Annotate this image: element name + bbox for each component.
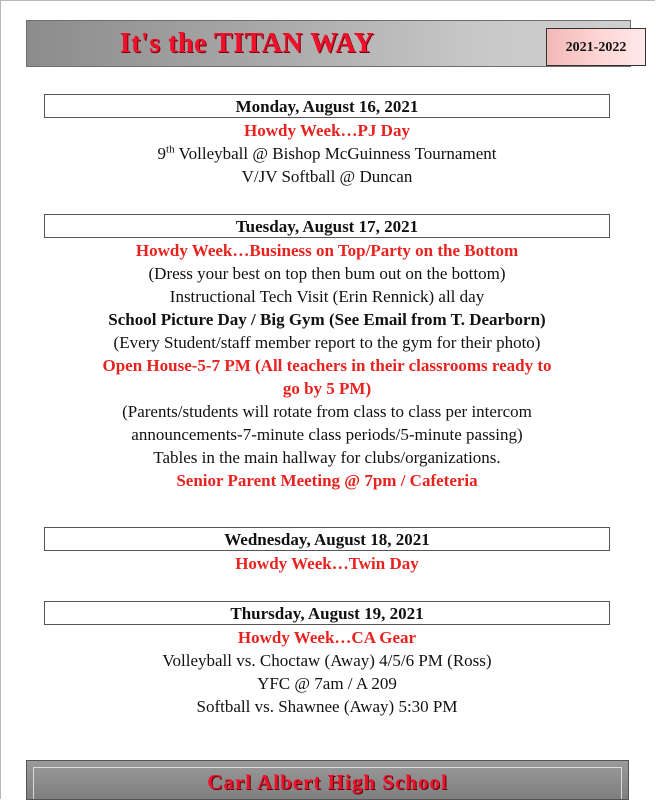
title-banner [26,20,631,67]
wednesday-theme: Howdy Week…Twin Day [235,554,419,573]
school-name: Carl Albert High School [33,767,622,799]
monday-header: Monday, August 16, 2021 [44,94,610,118]
tuesday-open-house-line2: go by 5 PM) [282,379,372,398]
tuesday-dress-note: (Dress your best on top then bum out on the bottom) [148,264,506,283]
tuesday-tech-visit: Instructional Tech Visit (Erin Rennick) all day [169,287,485,306]
grade-suffix: th [166,143,175,156]
tuesday-picture-note: (Every Student/staff member report to the gym for their photo) [113,333,541,352]
tuesday-rotate-line2: announcements-7-minute class periods/5-minute passing) [131,425,523,444]
monday-events [44,119,610,188]
tuesday-senior-meeting: Senior Parent Meeting @ 7pm / Cafeteria [176,471,478,490]
thursday-theme: Howdy Week…CA Gear [237,628,417,647]
tuesday-events [44,239,610,492]
wednesday-events [44,552,610,575]
tuesday-tables: Tables in the main hallway for clubs/organizations. [153,448,501,467]
volleyball-event-text: Volleyball @ Bishop McGuinness Tournament [174,144,497,163]
monday-theme: Howdy Week…PJ Day [244,121,410,140]
tuesday-picture-day: School Picture Day / Big Gym (See Email from T. Dearborn) [108,310,546,329]
thursday-yfc-event: YFC @ 7am / A 209 [257,674,397,693]
monday-softball-event: V/JV Softball @ Duncan [241,167,413,186]
thursday-events [44,626,610,718]
monday-volleyball-event [44,142,610,165]
tuesday-header: Tuesday, August 17, 2021 [44,214,610,238]
tuesday-theme: Howdy Week…Business on Top/Party on the Bottom [135,241,519,260]
thursday-header: Thursday, August 19, 2021 [44,601,610,625]
banner-title: It's the TITAN WAY [119,28,375,59]
volleyball-grade: 9 [157,144,167,163]
thursday-volleyball-event: Volleyball vs. Choctaw (Away) 4/5/6 PM (Ross) [162,651,492,670]
thursday-softball-event: Softball vs. Shawnee (Away) 5:30 PM [196,697,458,716]
wednesday-header: Wednesday, August 18, 2021 [44,527,610,551]
footer-banner [26,760,629,800]
tuesday-rotate-line1: (Parents/students will rotate from class to class per intercom [122,402,532,421]
tuesday-open-house-line1: Open House-5-7 PM (All teachers in their classrooms ready to [102,356,552,375]
school-year-badge: 2021-2022 [546,28,646,66]
